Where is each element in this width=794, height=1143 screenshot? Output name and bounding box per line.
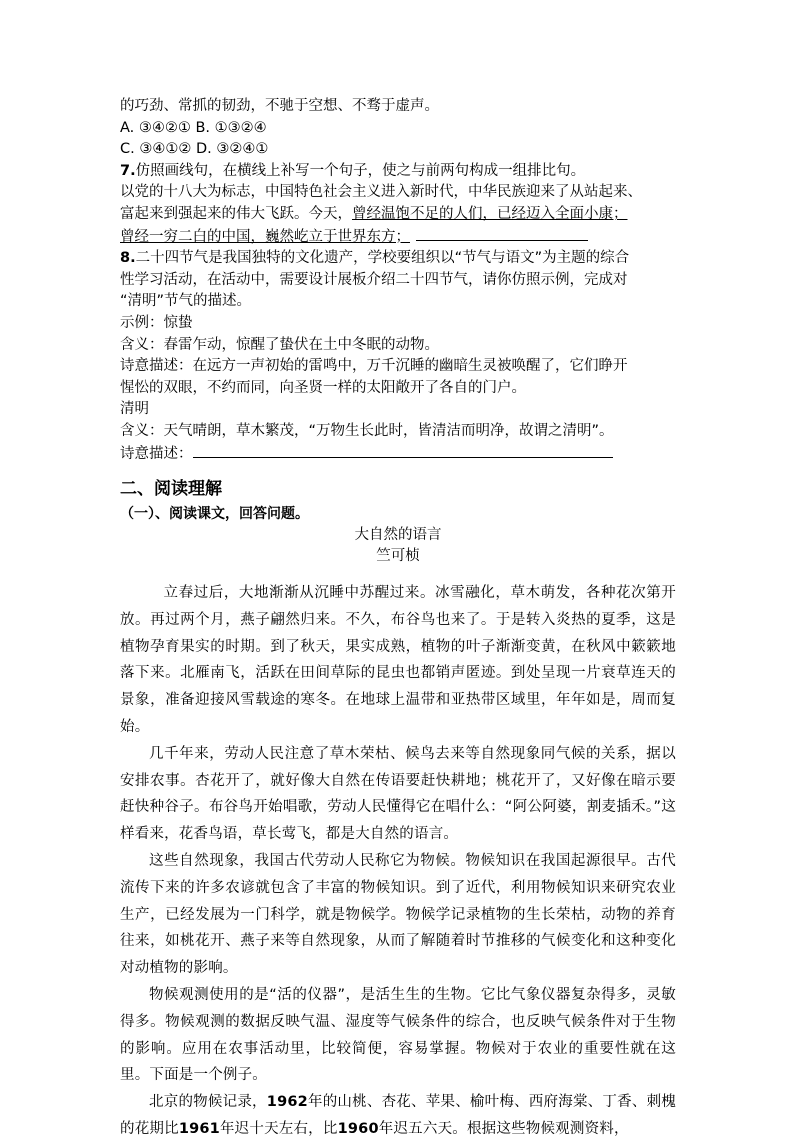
answer-blank[interactable] [416,226,588,241]
qingming-label: 清明 [120,401,149,418]
q8-line-3: “清明”节气的描述。 [120,293,252,310]
article-paragraph: 立春过后，大地渐渐从沉睡中苏醒过来。冰雪融化，草木萌发，各种花次第开放。再过两个月，燕子翩然归来。不久，布谷鸟也来了。于是转入炎热的夏季，这是植物孕育果实的时期。到了秋天，果实成熟，植物的叶子渐渐变黄，在秋风中簌簌地落下来。北雁南飞，活跃在田间草际的昆虫也都销声匿迹。到处呈现一片衰草连天的景象，准备迎接风雪载途的寒冬。在地球上温带和亚热带区域里，年年如是，周而复始。 [120,585,676,736]
question-8 [120,248,676,270]
example-label: 示例：惊蛰 [120,314,193,331]
options-ab: A. ③④②① B. ①③②④ [120,119,267,136]
para-text: 年的山桃、杏花、苹果、榆叶梅、西府海棠、丁香、刺槐的花期比 [120,1094,676,1138]
meaning-text: 含义：春雷乍动，惊醒了蛰伏在土中冬眠的动物。 [120,336,439,353]
article-paragraph: 物候观测使用的是“活的仪器”，是活生生的生物。它比气象仪器复杂得多，灵敏得多。物候观测的数据反映气温、湿度等气候条件的综合，也反映气候条件对于生物的影响。应用在农事活动里，比较简便，容易掌握。物候对于农业的重要性就在这里。下面是一个例子。 [120,987,676,1084]
article-paragraph: 这些自然现象，我国古代劳动人民称它为物候。物候知识在我国起源很早。古代流传下来的许多农谚就包含了丰富的物候知识。到了近代，利用物候知识来研究农业生产，已经发展为一门科学，就是物候学。物候学记录植物的生长荣枯，动物的养育往来，如桃花开、燕子来等自然现象，从而了解随着时节推移的气候变化和这种变化对动植物的影响。 [120,853,676,977]
question-prompt: 仿照画线句，在横线上补写一个句子，使之与前两句构成一组排比句。 [135,162,586,179]
q8-line-2: 性学习活动，在活动中，需要设计展板介绍二十四节气，请你仿照示例，完成对 [120,271,628,288]
article-title: 大自然的语言 [354,527,442,544]
meaning-text: 含义：天气晴朗，草木繁茂，“万物生长此时，皆清洁而明净，故谓之清明”。 [120,422,614,439]
text-line: 的巧劲、常抓的韧劲，不驰于空想、不骛于虚声。 [120,98,439,114]
question-7 [120,161,676,183]
q7-line-3 [120,226,676,249]
para-text: 年迟十天左右，比 [219,1121,338,1138]
underlined-sentence: 曾经温饱不足的人们，已经迈入全面小康； [352,205,628,222]
q7-line-1: 以党的十八大为标志，中国特色社会主义进入新时代，中华民族迎来了从站起来、 [120,184,642,201]
year-number: 1960 [337,1121,379,1138]
poetic-description-cont: 惺忪的双眼，不约而同，向圣贤一样的太阳敞开了各自的门户。 [120,379,526,396]
year-number: 1961 [178,1121,220,1138]
q7-plain-text: 富起来到强起来的伟大飞跃。今天， [120,205,352,222]
answer-blank[interactable] [193,443,613,458]
subsection-heading: （一）、阅读课文，回答问题。 [120,506,309,523]
article-author: 竺可桢 [376,548,420,565]
content-area [120,96,676,1143]
q7-line-2 [120,204,676,226]
para-text: 北京的物候记录， [149,1094,267,1111]
question-number: 8. [120,250,136,267]
question-number: 7. [120,162,136,179]
section-heading: 二、阅读理解 [120,479,222,500]
article-paragraph: 几千年来，劳动人民注意了草木荣枯、候鸟去来等自然现象同气候的关系，据以安排农事。杏花开了，就好像大自然在传语要赶快耕地；桃花开了，又好像在暗示要赶快种谷子。布谷鸟开始唱歌，劳动人民懂得它在唱什么：“阿公阿婆，割麦插禾。”这样看来，花香鸟语，草长莺飞，都是大自然的语言。 [120,745,676,843]
poetic-description: 诗意描述：在远方一声初始的雷鸣中，万千沉睡的幽暗生灵被唤醒了，它们睁开 [120,358,628,375]
question-prompt: 二十四节气是我国独特的文化遗产，学校要组织以“节气与语文”为主题的综合 [135,250,630,267]
underlined-sentence: 曾经一穷二白的中国，巍然屹立于世界东方； [120,228,410,245]
para-text: 年迟五六天。根据这些物候观测资料， [378,1121,629,1138]
options-cd: C. ③④①② D. ③②④① [120,141,269,158]
poetic-label: 诗意描述： [120,445,193,462]
year-number: 1962 [266,1094,308,1111]
poetic-answer-line [120,443,676,466]
article-paragraph [120,1089,676,1143]
